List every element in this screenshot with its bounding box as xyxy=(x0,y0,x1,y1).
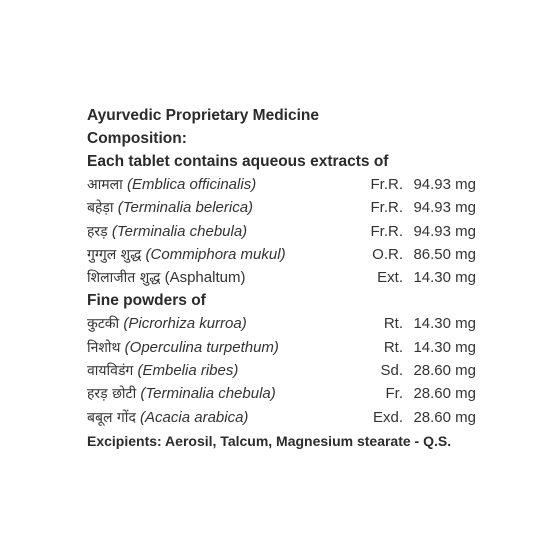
ingredient-hindi-name: बबूल गोंद xyxy=(87,409,136,426)
ingredient-hindi-name: हरड़ छोटी xyxy=(87,386,137,403)
ingredient-quantity: 94.93 mg xyxy=(413,222,476,240)
ingredient-part: Ext. xyxy=(377,269,403,287)
ingredient-quantity: 14.30 mg xyxy=(413,269,476,287)
ingredient-hindi-name: बहेड़ा xyxy=(87,200,114,217)
ingredient-name xyxy=(87,382,276,406)
ingredient-latin-name: (Picrorhiza kurroa) xyxy=(123,315,247,333)
ingredient-name xyxy=(87,196,253,220)
ingredient-hindi-name: निशोथ xyxy=(87,339,121,356)
ingredient-hindi-name: कुटकी xyxy=(87,316,120,333)
ingredient-quantity: 94.93 mg xyxy=(413,199,476,217)
extracts-heading: Each tablet contains aqueous extracts of xyxy=(87,153,389,170)
ingredient-row xyxy=(87,336,487,359)
ingredient-quantity: 94.93 mg xyxy=(413,176,476,193)
ingredient-latin-name: (Asphaltum) xyxy=(164,269,246,287)
powders-heading: Fine powders of xyxy=(87,292,206,310)
ingredient-row xyxy=(87,266,487,289)
ingredient-part: O.R. xyxy=(372,245,403,263)
ingredient-latin-name: (Commiphora mukul) xyxy=(145,245,286,263)
excipients-line: Excipients: Aerosil, Talcum, Magnesium stearate - Q.S. xyxy=(87,432,452,449)
ingredient-latin-name: (Terminalia belerica) xyxy=(117,199,254,217)
ingredient-latin-name: (Acacia arabica) xyxy=(140,408,249,426)
ingredient-part: Fr. xyxy=(385,385,403,403)
ingredient-quantity: 14.30 mg xyxy=(413,338,476,356)
ingredient-quantity: 28.60 mg xyxy=(413,362,476,380)
ingredient-part: Fr.R. xyxy=(370,222,403,240)
ingredient-hindi-name: गुग्गुल शुद्ध xyxy=(87,246,142,263)
ingredient-quantity: 28.60 mg xyxy=(413,385,476,403)
ingredient-name xyxy=(87,220,247,244)
extracts-list xyxy=(87,173,487,289)
ingredient-part: Exd. xyxy=(372,408,403,426)
powders-list xyxy=(87,312,487,428)
ingredient-name xyxy=(87,359,238,383)
ingredient-hindi-name: आमला xyxy=(87,177,123,193)
ingredient-row xyxy=(87,359,487,382)
ingredient-hindi-name: वायविडंग xyxy=(87,363,134,380)
ingredient-latin-name: (Operculina turpethum) xyxy=(124,338,279,356)
ingredient-name xyxy=(87,173,256,197)
ingredient-quantity: 28.60 mg xyxy=(413,408,476,426)
ingredient-part: Sd. xyxy=(380,362,403,380)
ingredient-latin-name: (Terminalia chebula) xyxy=(140,385,276,403)
ingredient-part: Rt. xyxy=(383,315,403,333)
ingredient-row xyxy=(87,196,487,219)
ingredient-part: Fr.R. xyxy=(370,199,403,217)
ingredient-part: Rt. xyxy=(383,338,403,356)
ingredient-latin-name: (Terminalia chebula) xyxy=(111,222,248,240)
ingredient-hindi-name: हरड़ xyxy=(87,223,108,240)
ingredient-row xyxy=(87,243,487,266)
ingredient-name xyxy=(87,266,245,290)
ingredient-latin-name: (Embelia ribes) xyxy=(137,362,239,380)
ingredient-part: Fr.R. xyxy=(370,176,403,193)
ingredient-row xyxy=(87,312,487,335)
ingredient-name xyxy=(87,406,248,430)
ingredient-name xyxy=(87,312,247,336)
ingredient-hindi-name: शिलाजीत शुद्ध xyxy=(87,270,161,287)
composition-heading: Composition: xyxy=(87,130,187,147)
title: Ayurvedic Proprietary Medicine xyxy=(87,107,320,124)
ingredient-row xyxy=(87,220,487,243)
ingredient-name xyxy=(87,336,279,360)
ingredient-quantity: 14.30 mg xyxy=(413,315,476,333)
ingredient-row xyxy=(87,173,487,196)
ingredient-row xyxy=(87,406,487,429)
composition-label xyxy=(87,104,487,453)
ingredient-quantity: 86.50 mg xyxy=(413,245,476,263)
ingredient-latin-name: (Emblica officinalis) xyxy=(126,176,257,193)
ingredient-name xyxy=(87,243,286,267)
ingredient-row xyxy=(87,382,487,405)
